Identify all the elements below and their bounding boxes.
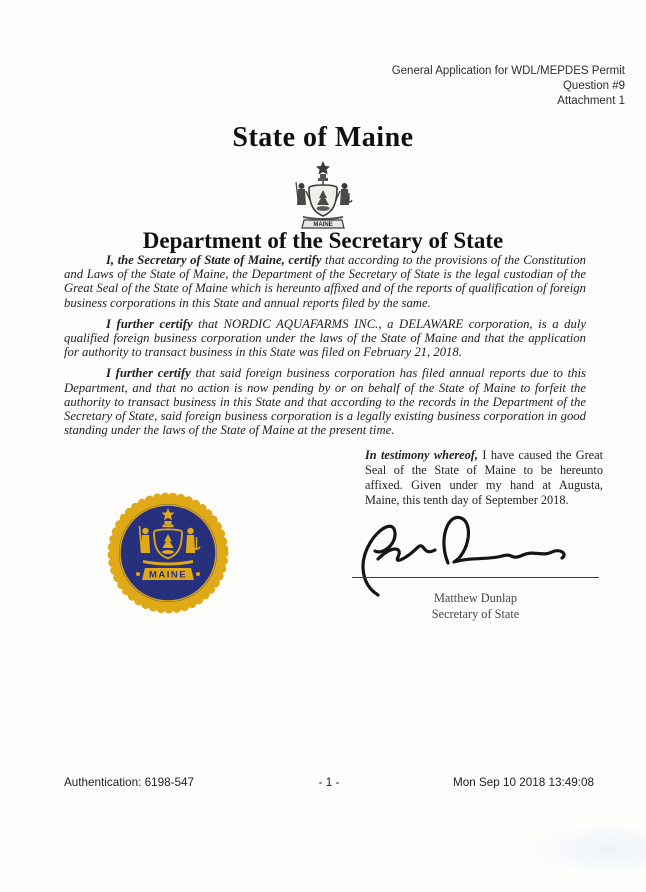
application-header [392,64,625,109]
testimony-block [365,448,603,508]
header-line-attachment: Attachment 1 [557,94,625,107]
paragraph-lead: I further certify [106,316,193,331]
paragraph-good-standing [64,366,586,437]
page-title: State of Maine [232,122,414,153]
signer-block [352,590,599,622]
authentication-number: Authentication: 6198-547 [64,776,194,789]
paragraph-custodian [64,253,586,310]
page-number: - 1 - [318,776,340,789]
scan-artifact [526,824,646,874]
paragraph-body: that NORDIC AQUAFARMS INC., a DELAWARE corporation, is a duly qualified foreign business corporation under the laws of the State of Maine and that the application for authority to transact business in this State was filed on February 21, 2018. [64,316,586,360]
paragraph-lead: I further certify [106,366,191,381]
seal-label: MAINE [148,569,188,581]
paragraph-qualification [64,317,586,360]
paragraph-body: that said foreign business corporation has filed annual reports due to this Department, and that no action is now pending by or on behalf of the State of Maine to forfeit the authority to transact business in this State and that according to the records in the Department of the Secretary of State, said foreign business corporation is a legally existing business corporation in good standing under the laws of the State of Maine at the present time. [64,366,586,438]
signer-name: Matthew Dunlap [434,591,517,605]
paragraph-lead: I, the Secretary of State of Maine, certify [106,253,322,267]
testimony-lead: In testimony whereof, [365,448,478,462]
great-seal-of-maine [107,492,229,614]
department-heading: Department of the Secretary of State [142,228,504,253]
paragraph-body: that according to the provisions of the Constitution and Laws of the State of Maine, the Department of the Secretary of State is the legal custodian of the Great Seal of the State of Maine which is hereunto affixed and of the reports of qualification of foreign business corporations in this State and annual reports filed by the same. [64,253,587,310]
maine-crest-icon [291,160,355,234]
header-line-question: Question #9 [562,79,625,92]
testimony-body: I have caused the Great Seal of the State of Maine to be hereunto affixed. Given under my hand at Augusta, Maine, this tenth day of September 2018. [365,448,603,507]
signature-line [352,577,599,578]
header-line-permit: General Application for WDL/MEPDES Permit [391,65,625,77]
page-footer [64,776,594,789]
signature-scrawl [348,505,604,597]
certification-text [64,253,586,444]
footer-timestamp: Mon Sep 10 2018 13:49:08 [452,776,594,789]
signer-title: Secretary of State [431,607,520,621]
crest-label: MAINE [313,222,333,229]
